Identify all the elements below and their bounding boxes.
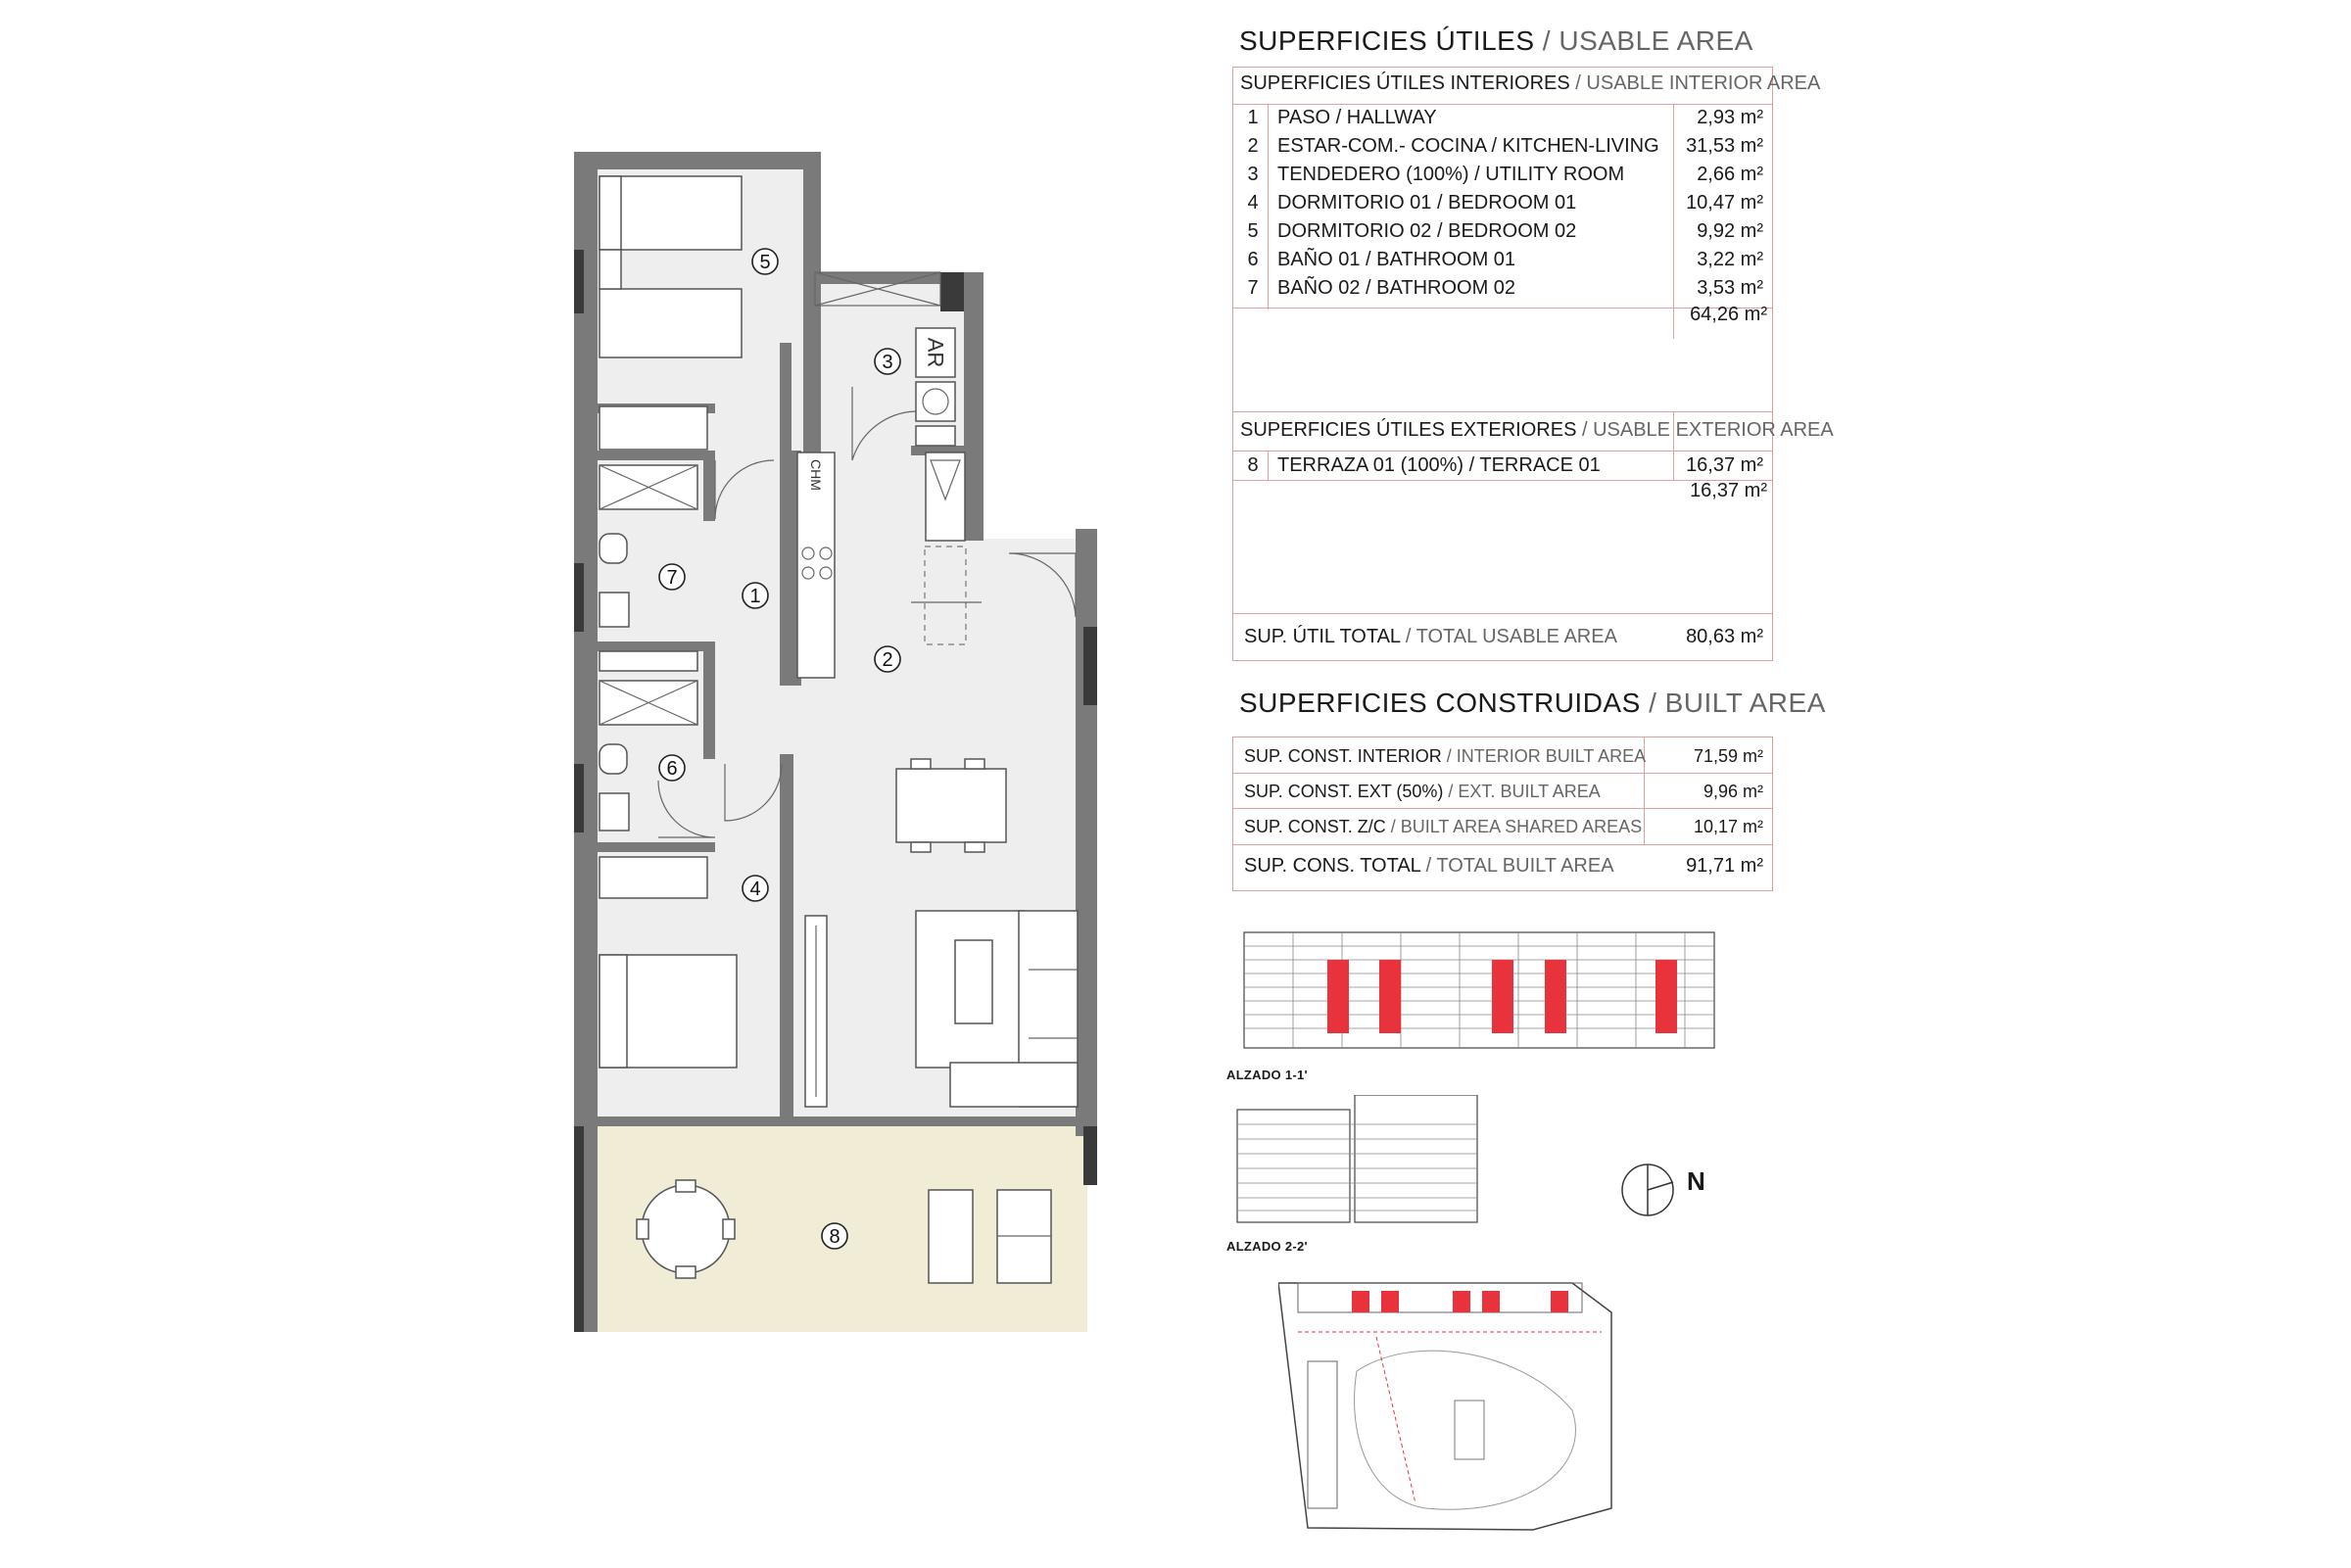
chimney-label: CHM bbox=[808, 459, 824, 491]
coffee-table bbox=[955, 940, 992, 1023]
fridge bbox=[926, 452, 965, 541]
usable-title-en: / USABLE AREA bbox=[1542, 25, 1753, 56]
exterior-header: SUPERFICIES ÚTILES EXTERIORES / USABLE EXTERIOR AREA bbox=[1240, 419, 1834, 441]
wall-bottom bbox=[574, 1117, 1097, 1126]
vanity-6 bbox=[600, 651, 697, 671]
wardrobe-4 bbox=[600, 857, 707, 898]
washing-machine bbox=[916, 382, 955, 421]
elevation-2-label: ALZADO 2-2' bbox=[1226, 1239, 1308, 1254]
chair-2 bbox=[965, 759, 984, 769]
north-label: N bbox=[1687, 1166, 1705, 1196]
built-total-row: SUP. CONS. TOTAL / TOTAL BUILT AREA 91,71 m² bbox=[1244, 855, 1763, 877]
bed-single-2 bbox=[600, 289, 742, 357]
interior-header: SUPERFICIES ÚTILES INTERIORES / USABLE INTERIOR AREA bbox=[1240, 72, 1821, 94]
room-number-7 bbox=[659, 564, 685, 590]
dining-table bbox=[896, 769, 1006, 842]
toilet-6 bbox=[600, 744, 627, 774]
room-number-2 bbox=[875, 646, 900, 672]
wall-right-dark bbox=[1083, 627, 1097, 705]
terrace-chair-4 bbox=[723, 1219, 735, 1239]
svg-text:7: 7 bbox=[666, 567, 678, 589]
room-row: 3 TENDEDERO (100%) / UTILITY ROOM 2,66 m² bbox=[1247, 164, 1763, 185]
chair-4 bbox=[965, 842, 984, 852]
toilet-7 bbox=[600, 534, 627, 563]
svg-text:2: 2 bbox=[882, 649, 893, 671]
wall-bath6-right bbox=[703, 641, 715, 759]
terrace-chair-1 bbox=[676, 1180, 696, 1192]
room-row: 1 PASO / HALLWAY 2,93 m² bbox=[1247, 107, 1763, 128]
svg-text:4: 4 bbox=[749, 879, 761, 900]
room-number-8 bbox=[822, 1223, 847, 1249]
built-row-interior: SUP. CONST. INTERIOR / INTERIOR BUILT AREA 71,59 m² bbox=[1244, 746, 1763, 766]
room-row: 7 BAÑO 02 / BATHROOM 02 3,53 m² bbox=[1247, 277, 1763, 299]
utility-ar-label: AR bbox=[923, 337, 948, 368]
wall-left-dark-2 bbox=[574, 563, 584, 632]
svg-text:6: 6 bbox=[666, 758, 678, 780]
bed-pillow-2 bbox=[600, 250, 621, 289]
chair-3 bbox=[911, 842, 931, 852]
bed-pillow-1 bbox=[600, 176, 621, 250]
room-number-6 bbox=[659, 755, 685, 781]
wall-util-right bbox=[964, 272, 984, 537]
wall-right-dark-4 bbox=[1083, 1126, 1097, 1185]
wall-right-upper bbox=[964, 521, 984, 541]
terrace-chair-3 bbox=[637, 1219, 648, 1239]
wall-left-dark-4 bbox=[574, 1126, 584, 1332]
exterior-total: 16,37 m² bbox=[1690, 480, 1767, 501]
built-area-title: SUPERFICIES CONSTRUIDAS / BUILT AREA bbox=[1239, 688, 1826, 718]
svg-text:1: 1 bbox=[749, 586, 761, 607]
room-number-4 bbox=[743, 876, 768, 901]
wall-bath7-right bbox=[703, 451, 715, 521]
chair-1 bbox=[911, 759, 931, 769]
wall-left-dark-3 bbox=[574, 764, 584, 832]
terrace-table-2 bbox=[929, 1190, 973, 1283]
room-row: 6 BAÑO 01 / BATHROOM 01 3,22 m² bbox=[1247, 249, 1763, 270]
wall-bath-split bbox=[598, 641, 715, 651]
sofa-chaise bbox=[950, 1063, 1078, 1107]
floor-plan bbox=[0, 0, 1156, 1568]
terrace-chair-2 bbox=[676, 1266, 696, 1278]
exterior-room-row: 8 TERRAZA 01 (100%) / TERRACE 01 16,37 m² bbox=[1247, 454, 1763, 476]
sink-6 bbox=[600, 793, 629, 831]
water-heater bbox=[916, 426, 955, 446]
built-row-ext: SUP. CONST. EXT (50%) / EXT. BUILT AREA 9,96 m² bbox=[1244, 782, 1763, 801]
terrace-table bbox=[642, 1185, 730, 1273]
room-number-3 bbox=[875, 349, 900, 374]
svg-text:3: 3 bbox=[882, 352, 893, 373]
sink-7 bbox=[600, 593, 629, 627]
elevation-1 bbox=[1234, 921, 1724, 1068]
built-row-shared: SUP. CONST. Z/C / BUILT AREA SHARED AREAS 10,17 m² bbox=[1244, 817, 1763, 836]
wardrobe-5 bbox=[600, 406, 707, 450]
elevation-2 bbox=[1232, 1095, 1487, 1242]
wall-hall-left-top bbox=[780, 343, 792, 686]
usable-area-title bbox=[1239, 25, 1753, 57]
elevation-1-label: ALZADO 1-1' bbox=[1226, 1068, 1308, 1082]
room-row: 2 ESTAR-COM.- COCINA / KITCHEN-LIVING 31,53 m² bbox=[1247, 135, 1763, 157]
svg-text:8: 8 bbox=[829, 1226, 840, 1248]
usable-title-es: SUPERFICIES ÚTILES bbox=[1239, 25, 1535, 56]
wall-bath7-top bbox=[598, 451, 715, 460]
svg-text:5: 5 bbox=[759, 252, 771, 273]
wall-bath6-bottom bbox=[598, 842, 715, 852]
wall-top-left bbox=[574, 152, 821, 169]
bed-double-pillows bbox=[600, 955, 627, 1068]
room-row: 5 DORMITORIO 02 / BEDROOM 02 9,92 m² bbox=[1247, 220, 1763, 242]
wall-util-left bbox=[803, 343, 815, 460]
room-number-1 bbox=[743, 583, 768, 608]
room-row: 4 DORMITORIO 01 / BEDROOM 01 10,47 m² bbox=[1247, 192, 1763, 214]
usable-total-row: SUP. ÚTIL TOTAL / TOTAL USABLE AREA 80,63 m² bbox=[1244, 626, 1763, 647]
north-compass bbox=[1618, 1161, 1677, 1219]
wall-right-main bbox=[1076, 529, 1097, 1136]
site-plan bbox=[1278, 1273, 1623, 1538]
wall-left-dark-1 bbox=[574, 250, 584, 313]
interior-total: 64,26 m² bbox=[1690, 304, 1767, 325]
room-number-5 bbox=[752, 249, 778, 274]
wall-bedroom4-right bbox=[780, 754, 793, 1117]
wall-util-dark bbox=[940, 272, 964, 311]
